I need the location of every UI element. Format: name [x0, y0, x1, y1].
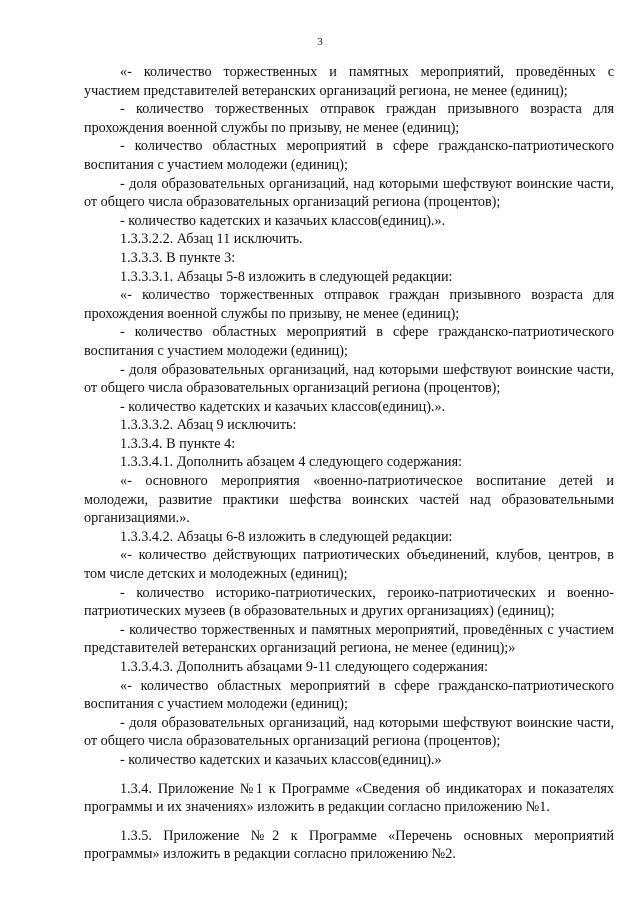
paragraph: - количество историко-патриотических, героико-патриотических и военно-патриотических музеев (в образовательных и других организациях) (единиц); [84, 584, 614, 620]
paragraph: - количество кадетских и казачьих классов(единиц).». [120, 212, 446, 229]
paragraph: - доля образовательных организаций, над которыми шефствуют воинские части, от общего числа образовательных организаций региона (процентов); [84, 714, 614, 750]
paragraph: - количество кадетских и казачьих классов(единиц).» [120, 751, 442, 768]
paragraph: - количество областных мероприятий в сфере гражданско-патриотического воспитания с участием молодежи (единиц); [84, 138, 614, 173]
document-body [84, 63, 614, 864]
paragraph: - количество кадетских и казачьих классов(единиц).». [120, 398, 446, 415]
paragraph: 1.3.3.4. В пункте 4: [120, 435, 236, 452]
paragraph: - доля образовательных организаций, над которыми шефствуют воинские части, от общего числа образовательных организаций региона (процентов); [84, 175, 614, 211]
paragraph: 1.3.5. Приложение №2 к Программе «Перечень основных мероприятий программы» изложить в редакции согласно приложению №2. [84, 827, 614, 863]
paragraph: 1.3.3.3.1. Абзацы 5-8 изложить в следующей редакции: [120, 268, 453, 285]
paragraph: 1.3.3.2.2. Абзац 11 исключить. [120, 231, 303, 248]
paragraph: - доля образовательных организаций, над которыми шефствуют воинские части, от общего числа образовательных организаций региона (процентов); [84, 361, 614, 397]
paragraph: - количество торжественных и памятных мероприятий, проведённых с участием представителей ветеранских организаций региона, не менее (единиц);» [84, 621, 614, 657]
paragraph: 1.3.3.4.2. Абзацы 6-8 изложить в следующей редакции: [120, 528, 453, 545]
paragraph: - количество областных мероприятий в сфере гражданско-патриотического воспитания с участием молодежи (единиц); [84, 324, 614, 359]
paragraph: «- количество торжественных отправок граждан призывного возраста для прохождения военной службы по призыву, не менее (единиц); [84, 287, 614, 322]
page-number: 3 [317, 36, 323, 48]
paragraph: 1.3.4. Приложение №1 к Программе «Сведения об индикаторах и показателях программы и их значениях» изложить в редакции согласно приложению №1. [84, 780, 614, 816]
paragraph: 1.3.3.4.1. Дополнить абзацем 4 следующего содержания: [120, 454, 463, 471]
paragraph: «- количество областных мероприятий в сфере гражданско-патриотического воспитания с участием молодежи (единиц); [84, 677, 614, 713]
paragraph: 1.3.3.3.2. Абзац 9 исключить: [120, 417, 297, 434]
paragraph: 1.3.3.3. В пункте 3: [120, 249, 236, 266]
paragraph: - количество торжественных отправок граждан призывного возраста для прохождения военной службы по призыву, не менее (единиц); [84, 101, 614, 136]
paragraph: «- основного мероприятия «военно-патриотическое воспитание детей и молодежи, развитие практики шефства воинских частей над образовательными организациями.». [84, 473, 614, 527]
paragraph: «- количество действующих патриотических объединений, клубов, центров, в том числе детских и молодежных (единиц); [84, 547, 614, 583]
paragraph: 1.3.3.4.3. Дополнить абзацами 9-11 следующего содержания: [120, 659, 489, 675]
paragraph: «- количество торжественных и памятных мероприятий, проведённых с участием представителей ветеранских организаций региона, не менее (единиц); [84, 64, 614, 99]
